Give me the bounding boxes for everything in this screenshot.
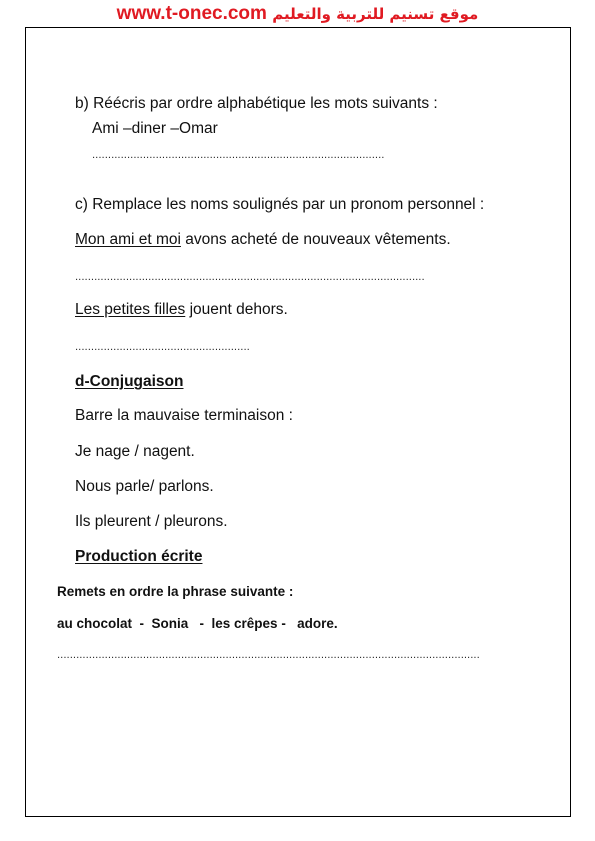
sentence-2-rest: jouent dehors. xyxy=(185,301,288,318)
production-answer-line[interactable]: ..................................................................................................................................... xyxy=(57,650,480,661)
section-d-instruction: Barre la mauvaise terminaison : xyxy=(75,407,293,424)
section-c-sentence-1 xyxy=(75,231,451,249)
conjugation-item-2[interactable]: Nous parle/ parlons. xyxy=(75,478,214,495)
sentence-1-rest: avons acheté de nouveaux vêtements. xyxy=(180,231,451,248)
section-c-answer-line-2[interactable]: ....................................................... xyxy=(75,342,250,353)
site-url[interactable]: www.t-onec.com xyxy=(116,3,267,24)
section-b-instruction: b) Réécris par ordre alphabétique les mots suivants : xyxy=(75,95,438,112)
production-title: Production écrite xyxy=(75,548,203,565)
site-header xyxy=(0,3,595,25)
section-b-words: Ami –diner –Omar xyxy=(92,120,218,137)
section-d-title: d-Conjugaison xyxy=(75,373,184,390)
conjugation-item-3[interactable]: Ils pleurent / pleurons. xyxy=(75,513,228,530)
conjugation-item-1[interactable]: Je nage / nagent. xyxy=(75,443,195,460)
section-c-instruction: c) Remplace les noms soulignés par un pronom personnel : xyxy=(75,196,485,213)
section-b-answer-line[interactable]: ............................................................................................ xyxy=(92,150,385,161)
underlined-noun-2: Les petites filles xyxy=(75,301,186,318)
section-c-sentence-2 xyxy=(75,301,288,319)
section-c-answer-line-1[interactable]: .............................................................................................................. xyxy=(75,272,425,283)
site-name-arabic: موقع تسنيم للتربية والتعليم xyxy=(272,5,479,23)
underlined-noun-1: Mon ami et moi xyxy=(75,231,181,248)
production-instruction: Remets en ordre la phrase suivante : xyxy=(57,584,294,599)
production-words: au chocolat - Sonia - les crêpes - adore. xyxy=(57,616,338,631)
